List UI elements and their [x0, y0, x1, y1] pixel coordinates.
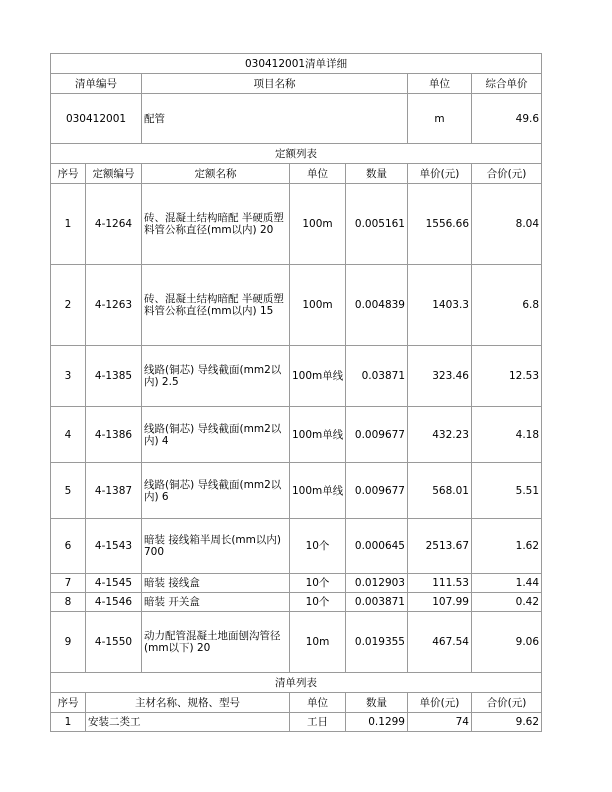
material-row [51, 713, 542, 732]
quota-row-name: 暗装 接线盒 [142, 574, 290, 593]
quota-col-price: 单价(元) [408, 164, 472, 184]
quota-row-total: 0.42 [472, 593, 542, 612]
quota-row-price: 2513.67 [408, 519, 472, 574]
quota-row-no: 7 [51, 574, 86, 593]
quota-row-qty: 0.000645 [346, 519, 408, 574]
quota-row-code: 4-1545 [86, 574, 142, 593]
quota-row-total: 8.04 [472, 184, 542, 265]
quota-row-code: 4-1387 [86, 463, 142, 519]
quota-row-qty: 0.005161 [346, 184, 408, 265]
quota-row-unit: 100m [290, 184, 346, 265]
quota-row-no: 2 [51, 265, 86, 346]
page-title: 030412001清单详细 [51, 54, 542, 74]
quota-row-unit: 100m单线 [290, 407, 346, 463]
quota-row-total: 1.62 [472, 519, 542, 574]
quota-row [51, 574, 542, 593]
material-row-qty: 0.1299 [346, 713, 408, 732]
quota-row-code: 4-1264 [86, 184, 142, 265]
quota-col-total: 合价(元) [472, 164, 542, 184]
quota-row-name: 线路(铜芯) 导线截面(mm2以内) 6 [142, 463, 290, 519]
quota-row-qty: 0.012903 [346, 574, 408, 593]
quota-row [51, 407, 542, 463]
material-section-title: 清单列表 [51, 673, 542, 693]
material-header-row [51, 693, 542, 713]
quota-row-name: 砖、混凝土结构暗配 半硬质塑料管公称直径(mm以内) 20 [142, 184, 290, 265]
quota-row-unit: 10个 [290, 593, 346, 612]
quota-row-qty: 0.009677 [346, 407, 408, 463]
quota-section-title: 定额列表 [51, 144, 542, 164]
quota-row-name: 线路(铜芯) 导线截面(mm2以内) 4 [142, 407, 290, 463]
quota-row-name: 动力配管混凝土地面刨沟管径(mm以下) 20 [142, 612, 290, 673]
quota-row-code: 4-1550 [86, 612, 142, 673]
bill-detail-table [50, 53, 542, 732]
quota-row-price: 432.23 [408, 407, 472, 463]
quota-row-name: 线路(铜芯) 导线截面(mm2以内) 2.5 [142, 346, 290, 407]
quota-row-qty: 0.003871 [346, 593, 408, 612]
quota-row-qty: 0.004839 [346, 265, 408, 346]
quota-row-total: 9.06 [472, 612, 542, 673]
quota-row-price: 323.46 [408, 346, 472, 407]
quota-col-qty: 数量 [346, 164, 408, 184]
item-code: 030412001 [51, 94, 142, 144]
material-row-no: 1 [51, 713, 86, 732]
quota-row-qty: 0.009677 [346, 463, 408, 519]
quota-col-code: 定额编号 [86, 164, 142, 184]
quota-row-total: 5.51 [472, 463, 542, 519]
quota-row-price: 1403.3 [408, 265, 472, 346]
quota-row-code: 4-1263 [86, 265, 142, 346]
quota-row-unit: 10个 [290, 519, 346, 574]
quota-row-price: 111.53 [408, 574, 472, 593]
quota-row-no: 6 [51, 519, 86, 574]
header-code-label: 清单编号 [51, 74, 142, 94]
header-name-label: 项目名称 [142, 74, 408, 94]
quota-row [51, 346, 542, 407]
quota-row [51, 463, 542, 519]
quota-row-no: 5 [51, 463, 86, 519]
item-unit: m [408, 94, 472, 144]
quota-row-code: 4-1386 [86, 407, 142, 463]
quota-row-total: 6.8 [472, 265, 542, 346]
quota-row-unit: 100m单线 [290, 463, 346, 519]
quota-row-unit: 100m单线 [290, 346, 346, 407]
quota-col-unit: 单位 [290, 164, 346, 184]
quota-row-price: 467.54 [408, 612, 472, 673]
quota-row-code: 4-1543 [86, 519, 142, 574]
material-col-no: 序号 [51, 693, 86, 713]
material-col-name: 主材名称、规格、型号 [86, 693, 290, 713]
quota-row-name: 暗装 开关盒 [142, 593, 290, 612]
quota-row-name: 暗装 接线箱半周长(mm以内) 700 [142, 519, 290, 574]
quota-row-name: 砖、混凝土结构暗配 半硬质塑料管公称直径(mm以内) 15 [142, 265, 290, 346]
quota-col-name: 定额名称 [142, 164, 290, 184]
quota-row-qty: 0.03871 [346, 346, 408, 407]
quota-row-price: 1556.66 [408, 184, 472, 265]
quota-row-code: 4-1385 [86, 346, 142, 407]
quota-row-unit: 10m [290, 612, 346, 673]
quota-row-unit: 10个 [290, 574, 346, 593]
quota-col-no: 序号 [51, 164, 86, 184]
quota-row [51, 519, 542, 574]
material-col-unit: 单位 [290, 693, 346, 713]
quota-row-unit: 100m [290, 265, 346, 346]
material-row-name: 安装二类工 [86, 713, 290, 732]
quota-row [51, 265, 542, 346]
header-price-label: 综合单价 [472, 74, 542, 94]
quota-row-price: 107.99 [408, 593, 472, 612]
quota-row-no: 1 [51, 184, 86, 265]
quota-header-row [51, 164, 542, 184]
quota-row-total: 1.44 [472, 574, 542, 593]
header-unit-label: 单位 [408, 74, 472, 94]
quota-row [51, 593, 542, 612]
quota-row-code: 4-1546 [86, 593, 142, 612]
quota-row-no: 9 [51, 612, 86, 673]
quota-row [51, 612, 542, 673]
quota-row-no: 3 [51, 346, 86, 407]
quota-row-total: 12.53 [472, 346, 542, 407]
material-col-qty: 数量 [346, 693, 408, 713]
quota-row-qty: 0.019355 [346, 612, 408, 673]
material-row-price: 74 [408, 713, 472, 732]
quota-row-total: 4.18 [472, 407, 542, 463]
material-row-unit: 工日 [290, 713, 346, 732]
quota-row-no: 4 [51, 407, 86, 463]
material-row-total: 9.62 [472, 713, 542, 732]
item-name: 配管 [142, 94, 408, 144]
quota-row [51, 184, 542, 265]
quota-row-price: 568.01 [408, 463, 472, 519]
item-price: 49.6 [472, 94, 542, 144]
material-col-price: 单价(元) [408, 693, 472, 713]
material-col-total: 合价(元) [472, 693, 542, 713]
quota-row-no: 8 [51, 593, 86, 612]
